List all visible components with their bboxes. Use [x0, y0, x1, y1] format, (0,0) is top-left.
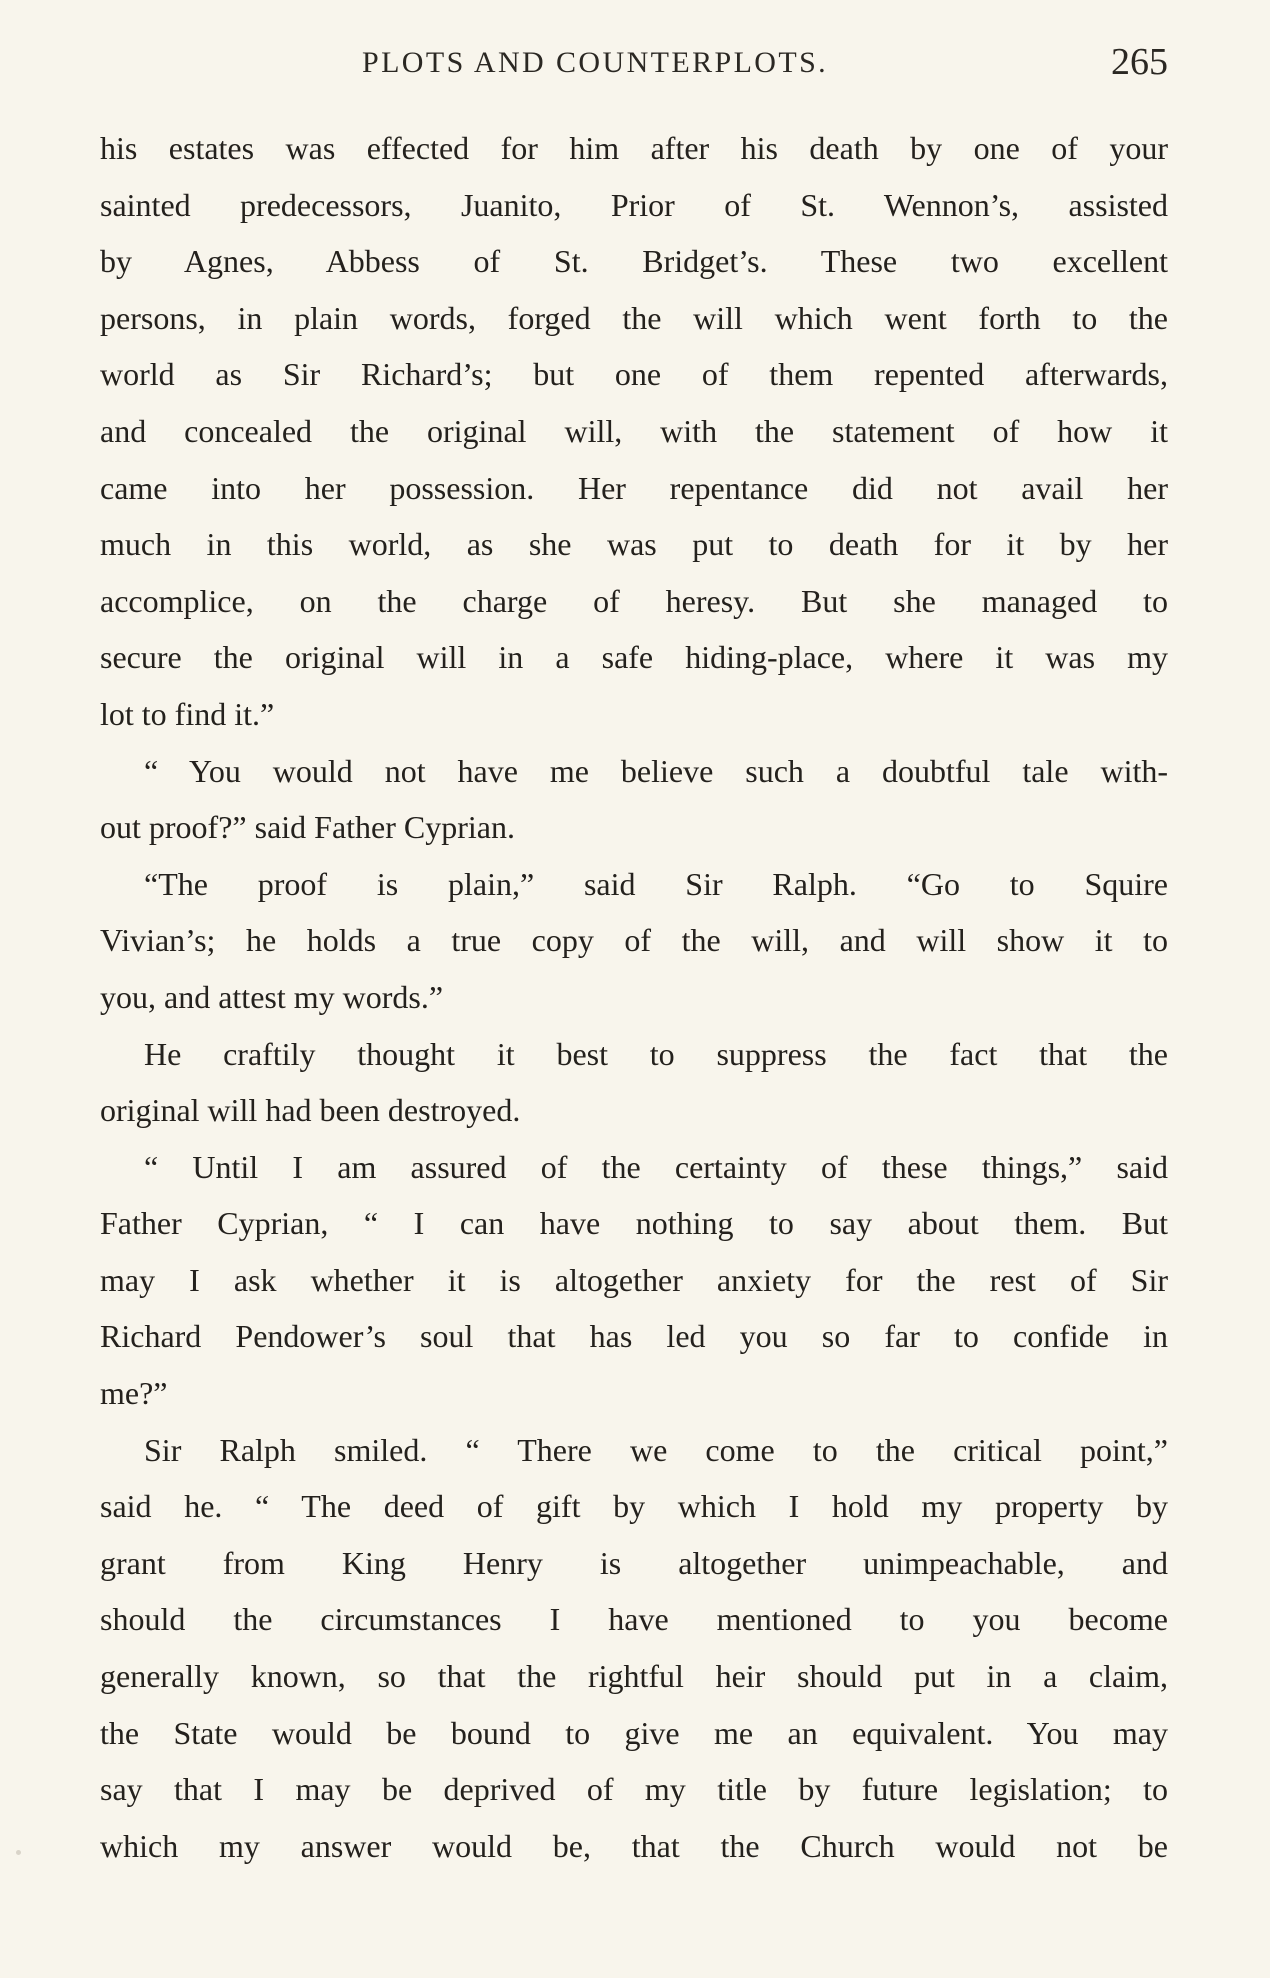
text-line: original will had been destroyed. [100, 1092, 521, 1129]
text-line: say that I may be deprived of my title by future legislation; to [100, 1771, 1168, 1808]
text-line: said he. “ The deed of gift by which I hold my property by [100, 1488, 1168, 1525]
text-line: you, and attest my words.” [100, 978, 444, 1015]
text-line: lot to find it.” [100, 695, 275, 732]
text-line: should the circumstances I have mentioned to you become [100, 1601, 1168, 1638]
text-line: may I ask whether it is altogether anxiety for the rest of Sir [100, 1261, 1168, 1298]
body-text [100, 120, 1168, 1874]
page-number: 265 [1111, 41, 1168, 83]
text-line: He craftily thought it best to suppress the fact that the [144, 1035, 1168, 1072]
text-line: grant from King Henry is altogether unimpeachable, and [100, 1544, 1168, 1581]
text-line: and concealed the original will, with the statement of how it [100, 412, 1168, 449]
text-line: the State would be bound to give me an equivalent. You may [100, 1714, 1168, 1751]
text-line: persons, in plain words, forged the will which went forth to the [100, 299, 1168, 336]
text-line: secure the original will in a safe hiding-place, where it was my [100, 639, 1168, 676]
text-line: Father Cyprian, “ I can have nothing to say about them. But [100, 1205, 1168, 1242]
text-line: accomplice, on the charge of heresy. But she managed to [100, 582, 1168, 619]
text-line: out proof?” said Father Cyprian. [100, 809, 515, 846]
text-line: generally known, so that the rightful heir should put in a claim, [100, 1658, 1168, 1695]
text-line: his estates was effected for him after his death by one of your [100, 130, 1168, 166]
paper-speck [16, 1850, 21, 1855]
text-line: Sir Ralph smiled. “ There we come to the critical point,” [144, 1431, 1168, 1468]
text-line: came into her possession. Her repentance did not avail her [100, 469, 1168, 506]
chapter-title: PLOTS AND COUNTERPLOTS. [362, 46, 829, 79]
text-line: sainted predecessors, Juanito, Prior of St. Wennon’s, assisted [100, 186, 1168, 223]
text-line: “ You would not have me believe such a doubtful tale with- [144, 752, 1168, 789]
text-line: Richard Pendower’s soul that has led you so far to confide in [100, 1318, 1168, 1355]
text-line: “ Until I am assured of the certainty of these things,” said [144, 1148, 1168, 1185]
text-line: me?” [100, 1375, 168, 1412]
text-line: which my answer would be, that the Church would not be [100, 1827, 1168, 1864]
running-head [100, 38, 1168, 98]
text-line: “The proof is plain,” said Sir Ralph. “Go to Squire [144, 865, 1168, 902]
text-line: by Agnes, Abbess of St. Bridget’s. These two excellent [100, 243, 1168, 280]
text-line: world as Sir Richard’s; but one of them repented afterwards, [100, 356, 1168, 393]
text-line: much in this world, as she was put to death for it by her [100, 526, 1168, 563]
text-line: Vivian’s; he holds a true copy of the will, and will show it to [100, 922, 1168, 959]
